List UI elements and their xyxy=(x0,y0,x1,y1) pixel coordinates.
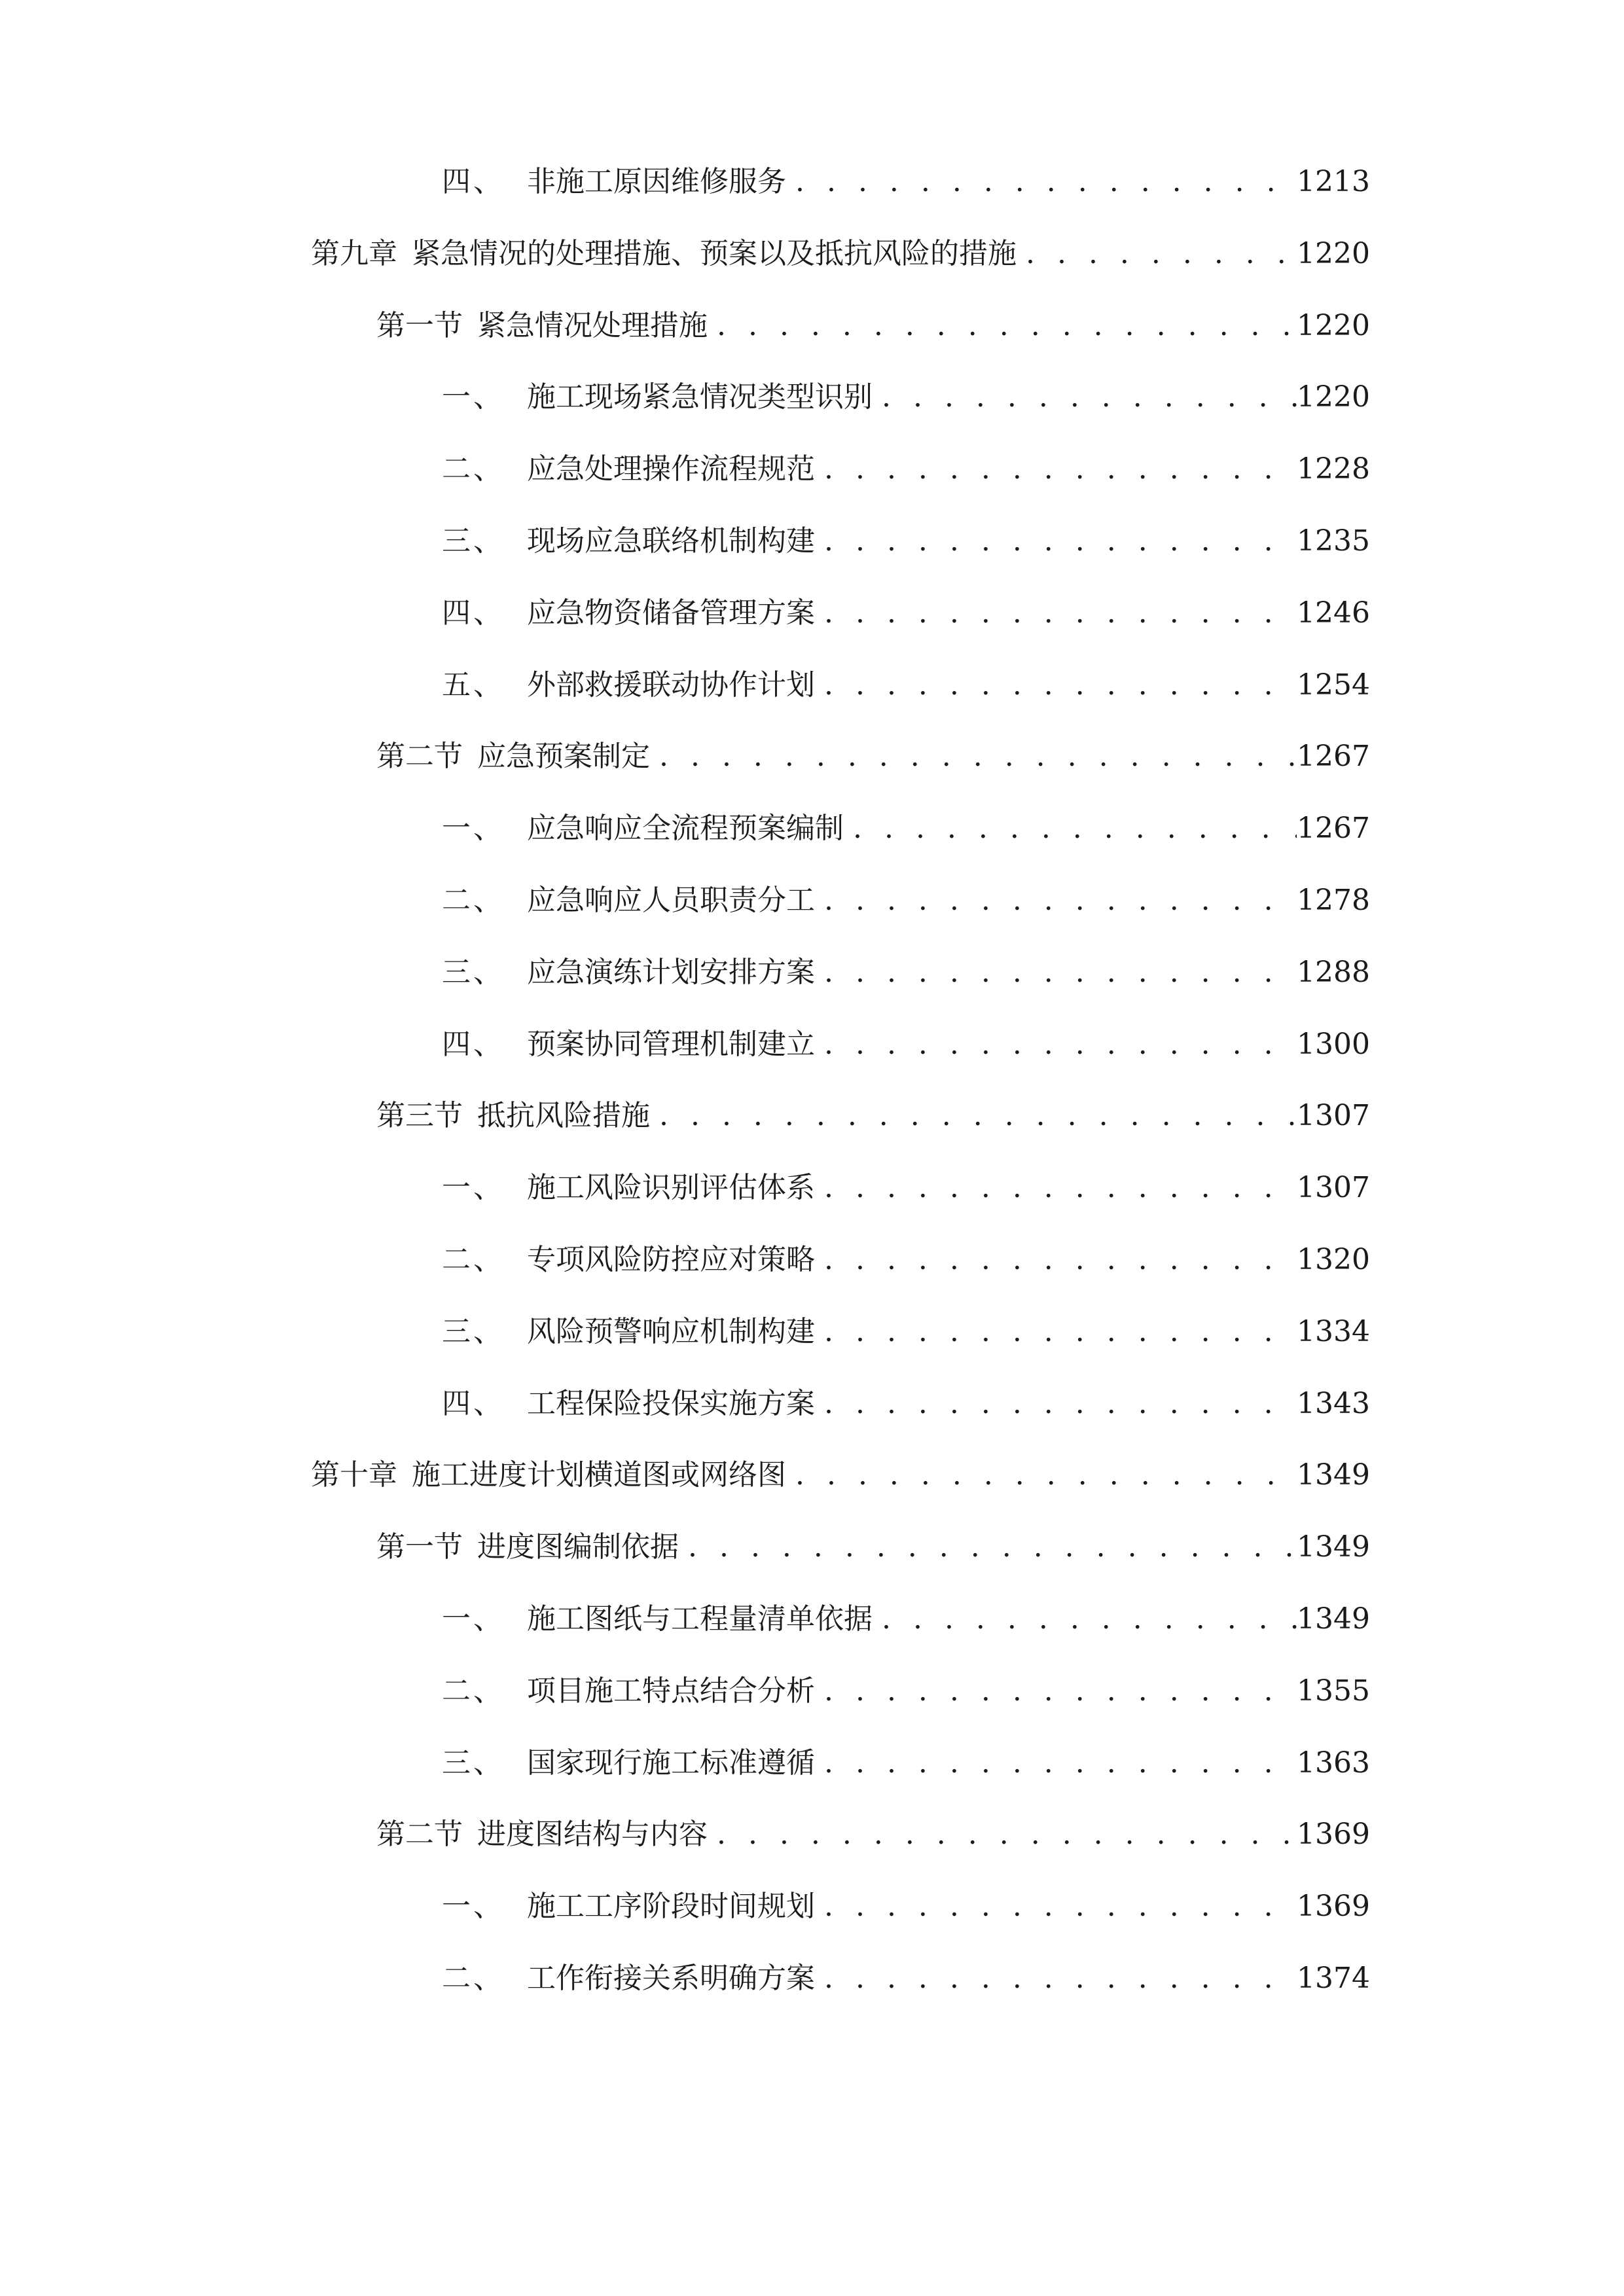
toc-entry-title: 风险预警响应机制构建 xyxy=(527,1315,815,1348)
toc-entry-number: 第三节 xyxy=(376,1099,463,1132)
dot-leader xyxy=(815,1665,1297,1717)
toc-entry-page-number: 1220 xyxy=(1297,237,1370,270)
toc-entry-title: 进度图编制依据 xyxy=(477,1530,679,1564)
toc-entry-title: 施工现场紧急情况类型识别 xyxy=(527,380,873,414)
dot-leader xyxy=(815,1234,1297,1286)
toc-entry-item[interactable] xyxy=(442,1234,1370,1286)
toc-entry-section[interactable] xyxy=(376,300,1370,352)
toc-entry-number: 三、 xyxy=(442,1746,505,1780)
dot-leader xyxy=(708,300,1297,352)
toc-entry-number: 四、 xyxy=(442,1028,505,1061)
toc-entry-chapter[interactable] xyxy=(311,1449,1370,1501)
dot-leader xyxy=(650,730,1297,783)
toc-entry-number: 五、 xyxy=(442,668,505,702)
toc-entry-page-number: 1220 xyxy=(1297,309,1370,342)
toc-entry-title: 施工图纸与工程量清单依据 xyxy=(527,1602,873,1636)
dot-leader xyxy=(1017,228,1297,280)
toc-entry-item[interactable] xyxy=(442,156,1370,208)
toc-entry-title: 进度图结构与内容 xyxy=(477,1818,708,1851)
toc-entry-chapter[interactable] xyxy=(311,228,1370,280)
toc-entry-item[interactable] xyxy=(442,1162,1370,1214)
toc-entry-page-number: 1369 xyxy=(1297,1818,1370,1851)
toc-entry-item[interactable] xyxy=(442,1880,1370,1933)
toc-entry-page-number: 1278 xyxy=(1297,884,1370,917)
toc-entry-title: 应急物资储备管理方案 xyxy=(527,596,815,630)
toc-entry-item[interactable] xyxy=(442,1018,1370,1071)
toc-entry-page-number: 1267 xyxy=(1297,740,1370,773)
toc-entry-title: 施工工序阶段时间规划 xyxy=(527,1890,815,1923)
dot-leader xyxy=(873,371,1297,423)
toc-entry-title: 施工风险识别评估体系 xyxy=(527,1171,815,1204)
toc-entry-number: 二、 xyxy=(442,1674,505,1708)
toc-entry-title: 抵抗风险措施 xyxy=(477,1099,650,1132)
dot-leader xyxy=(815,1162,1297,1214)
dot-leader xyxy=(815,946,1297,999)
toc-entry-page-number: 1213 xyxy=(1297,165,1370,198)
toc-entry-item[interactable] xyxy=(442,874,1370,927)
toc-entry-page-number: 1246 xyxy=(1297,596,1370,630)
toc-entry-title: 工作衔接关系明确方案 xyxy=(527,1962,815,1995)
toc-entry-page-number: 1228 xyxy=(1297,452,1370,486)
dot-leader xyxy=(815,1018,1297,1071)
toc-entry-title: 专项风险防控应对策略 xyxy=(527,1243,815,1276)
dot-leader xyxy=(815,1737,1297,1789)
toc-entry-item[interactable] xyxy=(442,515,1370,567)
toc-entry-number: 第二节 xyxy=(376,1818,463,1851)
toc-entry-number: 四、 xyxy=(442,596,505,630)
toc-entry-number: 三、 xyxy=(442,524,505,558)
toc-entry-item[interactable] xyxy=(442,587,1370,639)
toc-entry-page-number: 1374 xyxy=(1297,1962,1370,1995)
toc-entry-title: 应急响应全流程预案编制 xyxy=(527,812,844,845)
toc-entry-page-number: 1355 xyxy=(1297,1674,1370,1708)
toc-entry-title: 应急响应人员职责分工 xyxy=(527,884,815,917)
toc-entry-section[interactable] xyxy=(376,730,1370,783)
dot-leader xyxy=(815,1880,1297,1933)
toc-entry-page-number: 1288 xyxy=(1297,956,1370,989)
toc-entry-title: 项目施工特点结合分析 xyxy=(527,1674,815,1708)
dot-leader xyxy=(873,1593,1297,1645)
dot-leader xyxy=(708,1808,1297,1861)
dot-leader xyxy=(679,1521,1297,1573)
toc-entry-number: 二、 xyxy=(442,884,505,917)
toc-entry-number: 三、 xyxy=(442,956,505,989)
dot-leader xyxy=(815,443,1297,495)
toc-entry-number: 二、 xyxy=(442,452,505,486)
toc-entry-item[interactable] xyxy=(442,1306,1370,1358)
toc-entry-item[interactable] xyxy=(442,1737,1370,1789)
dot-leader xyxy=(650,1090,1297,1142)
toc-entry-title: 非施工原因维修服务 xyxy=(527,165,786,198)
toc-entry-number: 四、 xyxy=(442,1387,505,1420)
toc-entry-page-number: 1235 xyxy=(1297,524,1370,558)
toc-entry-title: 工程保险投保实施方案 xyxy=(527,1387,815,1420)
toc-entry-number: 一、 xyxy=(442,380,505,414)
toc-entry-number: 一、 xyxy=(442,1890,505,1923)
dot-leader xyxy=(844,802,1297,855)
toc-entry-title: 外部救援联动协作计划 xyxy=(527,668,815,702)
toc-entry-number: 第一节 xyxy=(376,1530,463,1564)
toc-entry-number: 第十章 xyxy=(311,1458,397,1492)
toc-entry-number: 第二节 xyxy=(376,740,463,773)
toc-entry-item[interactable] xyxy=(442,443,1370,495)
toc-entry-number: 一、 xyxy=(442,812,505,845)
toc-entry-title: 应急预案制定 xyxy=(477,740,650,773)
toc-entry-item[interactable] xyxy=(442,802,1370,855)
toc-entry-page-number: 1369 xyxy=(1297,1890,1370,1923)
toc-entry-page-number: 1320 xyxy=(1297,1243,1370,1276)
toc-entry-page-number: 1363 xyxy=(1297,1746,1370,1780)
dot-leader xyxy=(815,659,1297,711)
toc-entry-number: 一、 xyxy=(442,1602,505,1636)
toc-entry-title: 国家现行施工标准遵循 xyxy=(527,1746,815,1780)
toc-entry-title: 应急演练计划安排方案 xyxy=(527,956,815,989)
toc-entry-section[interactable] xyxy=(376,1521,1370,1573)
toc-entry-page-number: 1307 xyxy=(1297,1099,1370,1132)
toc-entry-title: 应急处理操作流程规范 xyxy=(527,452,815,486)
toc-entry-number: 第一节 xyxy=(376,309,463,342)
toc-entry-item[interactable] xyxy=(442,1378,1370,1430)
toc-entry-item[interactable] xyxy=(442,371,1370,423)
toc-entry-number: 四、 xyxy=(442,165,505,198)
dot-leader xyxy=(815,1952,1297,2005)
toc-entry-page-number: 1349 xyxy=(1297,1602,1370,1636)
toc-entry-title: 预案协同管理机制建立 xyxy=(527,1028,815,1061)
toc-entry-item[interactable] xyxy=(442,1593,1370,1645)
toc-entry-item[interactable] xyxy=(442,1952,1370,2005)
toc-entry-item[interactable] xyxy=(442,1665,1370,1717)
toc-entry-title: 施工进度计划横道图或网络图 xyxy=(412,1458,786,1492)
toc-entry-number: 二、 xyxy=(442,1243,505,1276)
dot-leader xyxy=(815,515,1297,567)
dot-leader xyxy=(815,874,1297,927)
toc-entry-page-number: 1343 xyxy=(1297,1387,1370,1420)
toc-entry-page-number: 1300 xyxy=(1297,1028,1370,1061)
toc-entry-number: 三、 xyxy=(442,1315,505,1348)
toc-entry-title: 现场应急联络机制构建 xyxy=(527,524,815,558)
toc-entry-item[interactable] xyxy=(442,659,1370,711)
toc-entry-number: 第九章 xyxy=(311,237,397,270)
toc-entry-number: 二、 xyxy=(442,1962,505,1995)
toc-entry-section[interactable] xyxy=(376,1090,1370,1142)
toc-entry-title: 紧急情况的处理措施、预案以及抵抗风险的措施 xyxy=(412,237,1017,270)
toc-entry-page-number: 1254 xyxy=(1297,668,1370,702)
dot-leader xyxy=(815,1306,1297,1358)
toc-entry-page-number: 1220 xyxy=(1297,380,1370,414)
toc-entry-number: 一、 xyxy=(442,1171,505,1204)
dot-leader xyxy=(786,156,1297,208)
dot-leader xyxy=(786,1449,1297,1501)
toc-entry-section[interactable] xyxy=(376,1808,1370,1861)
toc-entry-page-number: 1349 xyxy=(1297,1458,1370,1492)
toc-entry-item[interactable] xyxy=(442,946,1370,999)
dot-leader xyxy=(815,587,1297,639)
toc-entry-page-number: 1349 xyxy=(1297,1530,1370,1564)
toc-entry-page-number: 1307 xyxy=(1297,1171,1370,1204)
dot-leader xyxy=(815,1378,1297,1430)
toc-entry-page-number: 1267 xyxy=(1297,812,1370,845)
toc-entry-title: 紧急情况处理措施 xyxy=(477,309,708,342)
toc-entry-page-number: 1334 xyxy=(1297,1315,1370,1348)
